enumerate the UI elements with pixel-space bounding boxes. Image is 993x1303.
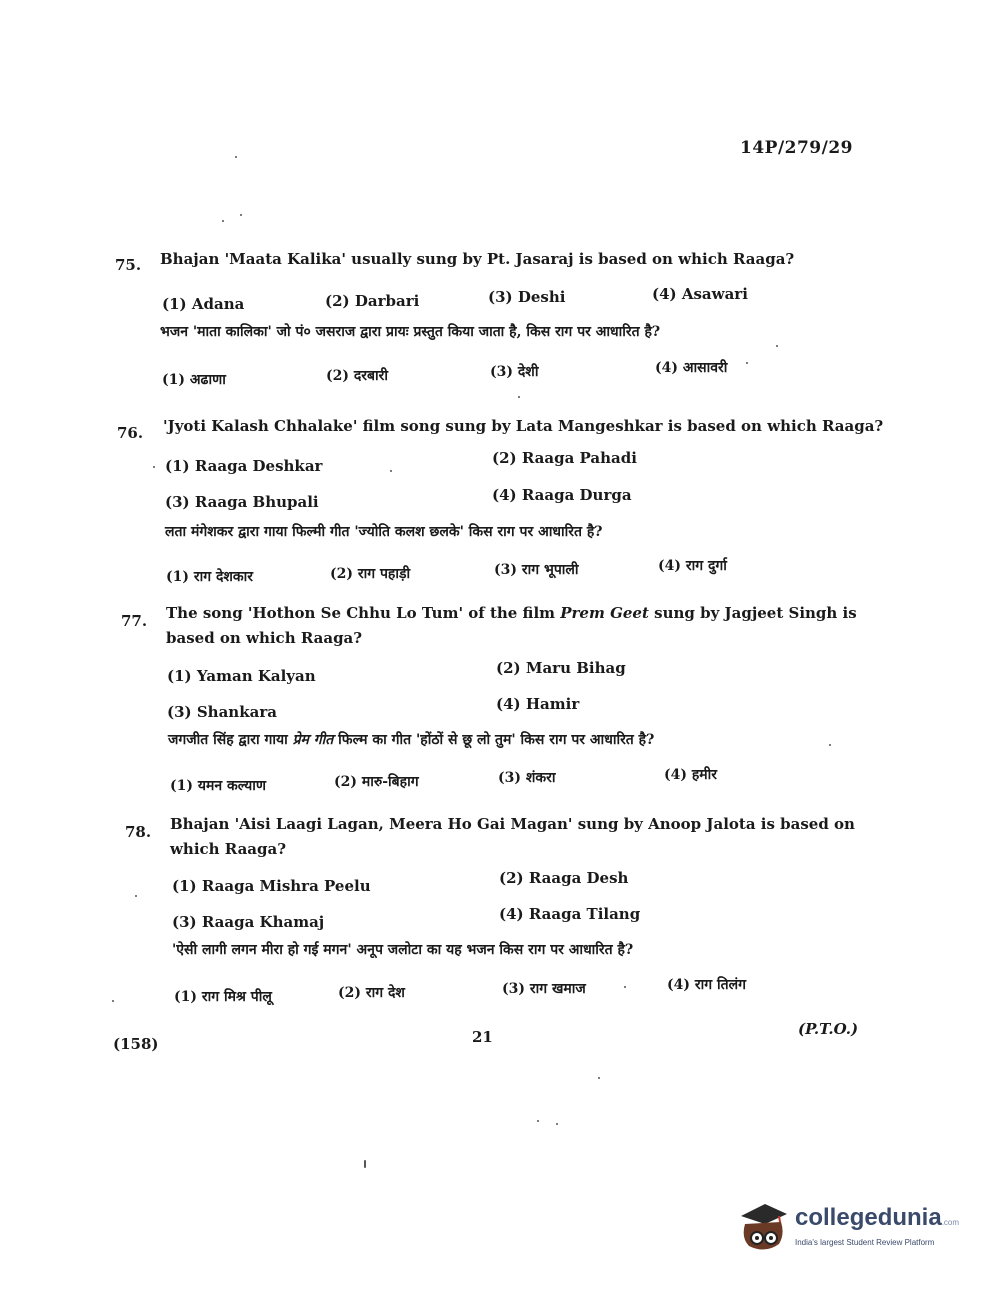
film-title: Prem Geet xyxy=(560,604,649,622)
hindi-option-2: (2) दरबारी xyxy=(326,368,388,384)
option-4: (4) Raaga Durga xyxy=(492,486,632,504)
option-4: (4) Asawari xyxy=(652,285,748,303)
brand-tagline: India's largest Student Review Platform xyxy=(795,1238,935,1247)
option-1: (1) Raaga Deshkar xyxy=(165,457,323,475)
hindi-option-3: (3) राग खमाज xyxy=(502,981,586,997)
scan-speck xyxy=(235,156,237,158)
scan-speck xyxy=(556,1123,558,1125)
film-title-hindi: प्रेम गीत xyxy=(292,732,334,748)
scan-speck xyxy=(153,466,155,468)
question-text: 'Jyoti Kalash Chhalake' film song sung by Lata Mangeshkar is based on which Raaga? xyxy=(163,417,884,435)
hindi-option-1: (1) यमन कल्याण xyxy=(170,778,267,794)
scan-speck xyxy=(135,895,137,897)
hindi-option-4: (4) आसावरी xyxy=(655,360,728,376)
question-text-hindi: भजन 'माता कालिका' जो पं० जसराज द्वारा प्रायः प्रस्तुत किया जाता है, किस राग पर आधारित है? xyxy=(160,324,661,340)
question-number: 75. xyxy=(115,256,142,274)
question-text-hindi: जगजीत सिंह द्वारा गाया प्रेम गीत फिल्म का गीत 'होंठों से छू लो तुम' किस राग पर आधारित है? xyxy=(168,732,655,748)
option-2: (2) Raaga Desh xyxy=(499,869,629,887)
scan-speck xyxy=(518,396,520,398)
collegedunia-watermark xyxy=(735,1198,965,1258)
option-1: (1) Raaga Mishra Peelu xyxy=(172,877,371,895)
scan-speck xyxy=(240,214,242,216)
option-2: (2) Darbari xyxy=(325,292,420,310)
scan-speck xyxy=(390,470,392,472)
hindi-option-3: (3) देशी xyxy=(490,364,539,380)
question-number: 77. xyxy=(121,612,148,630)
scan-speck xyxy=(364,1160,366,1168)
option-4: (4) Hamir xyxy=(496,695,580,713)
scan-speck xyxy=(829,744,831,746)
set-code: (158) xyxy=(113,1035,159,1053)
question-text-hindi: 'ऐसी लागी लगन मीरा हो गई मगन' अनूप जलोटा का यह भजन किस राग पर आधारित है? xyxy=(172,942,634,958)
question-text: Bhajan 'Maata Kalika' usually sung by Pt. Jasaraj is based on which Raaga? xyxy=(160,250,795,268)
hindi-option-4: (4) हमीर xyxy=(664,767,718,783)
hindi-option-1: (1) राग देशकार xyxy=(166,569,254,585)
hindi-option-2: (2) राग देश xyxy=(338,985,405,1001)
hindi-option-3: (3) शंकरा xyxy=(498,770,556,786)
option-2: (2) Maru Bihag xyxy=(496,659,626,677)
hindi-option-1: (1) अढाणा xyxy=(162,372,226,388)
hindi-option-3: (3) राग भूपाली xyxy=(494,562,579,578)
question-text-line-2: which Raaga? xyxy=(170,840,287,858)
question-text-line-1: The song 'Hothon Se Chhu Lo Tum' of the film Prem Geet sung by Jagjeet Singh is xyxy=(166,604,857,622)
hindi-option-4: (4) राग तिलंग xyxy=(667,977,746,993)
question-number: 78. xyxy=(125,823,152,841)
hindi-option-2: (2) राग पहाड़ी xyxy=(330,566,411,582)
option-1: (1) Adana xyxy=(162,295,245,313)
brand-name: collegedunia.com xyxy=(795,1204,960,1231)
question-number: 76. xyxy=(117,424,144,442)
option-3: (3) Shankara xyxy=(167,703,277,721)
paper-code: 14P/279/29 xyxy=(740,138,854,158)
scan-speck xyxy=(112,1000,114,1002)
option-1: (1) Yaman Kalyan xyxy=(167,667,316,685)
option-3: (3) Raaga Bhupali xyxy=(165,493,319,511)
scan-speck xyxy=(776,345,778,347)
hindi-option-4: (4) राग दुर्गा xyxy=(658,558,727,574)
pto-label: (P.T.O.) xyxy=(798,1020,859,1038)
question-text-hindi: लता मंगेशकर द्वारा गाया फिल्मी गीत 'ज्योति कलश छलके' किस राग पर आधारित है? xyxy=(165,524,603,540)
scan-speck xyxy=(598,1077,600,1079)
option-4: (4) Raaga Tilang xyxy=(499,905,641,923)
question-text-line-1: Bhajan 'Aisi Laagi Lagan, Meera Ho Gai Magan' sung by Anoop Jalota is based on xyxy=(170,815,855,833)
option-3: (3) Deshi xyxy=(488,288,566,306)
question-text-line-2: based on which Raaga? xyxy=(166,629,363,647)
hindi-option-2: (2) मारु-बिहाग xyxy=(334,774,419,790)
scan-speck xyxy=(222,220,224,222)
scan-speck xyxy=(746,362,748,364)
scan-speck xyxy=(537,1120,539,1122)
option-3: (3) Raaga Khamaj xyxy=(172,913,325,931)
option-2: (2) Raaga Pahadi xyxy=(492,449,637,467)
mascot-icon xyxy=(735,1198,793,1256)
page-number: 21 xyxy=(472,1028,493,1046)
scan-speck xyxy=(624,986,626,988)
hindi-option-1: (1) राग मिश्र पीलू xyxy=(174,989,272,1005)
